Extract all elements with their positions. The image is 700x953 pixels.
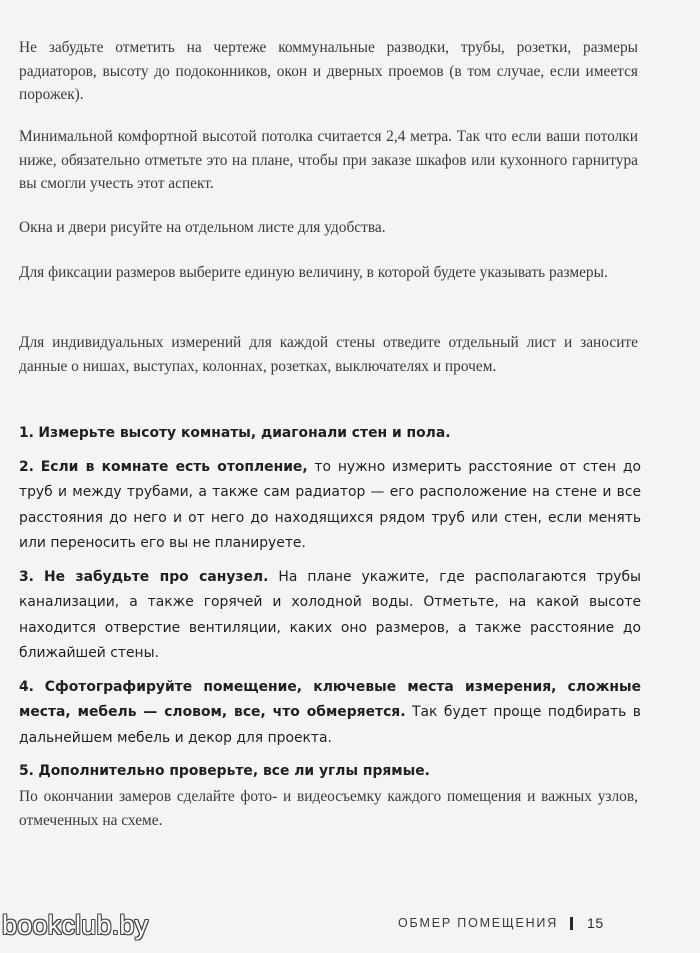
measurement-steps-list [19, 421, 641, 793]
paragraph-windows-doors: Окна и двери рисуйте на отдельном листе для удобства. [19, 219, 386, 236]
watermark-logo: bookclub.by [2, 910, 149, 940]
list-item-number: 5. [19, 763, 34, 779]
paragraph-ceiling-height: Минимальной комфортной высотой потолка считается 2,4 метра. Так что если ваши потолки ниже, обязательно отметьте это на плане, чтобы при заказе шкафов или кухонного гарнитура вы смогли учесть этот аспект. [19, 128, 638, 192]
list-item-lead: Измерьте высоту комнаты, диагонали стен и пола. [38, 425, 451, 441]
list-item-text: Так будет проще подбирать в дальнейшем мебель и декор для проекта. [19, 704, 641, 746]
list-item-lead: Сфотографируйте помещение, ключевые места измерения, сложные места, мебель — словом, все, что обмеряется. [19, 678, 641, 720]
list-item-lead: Не забудьте про санузел. [44, 568, 269, 585]
running-section-title: ОБМЕР ПОМЕЩЕНИЯ [398, 916, 559, 930]
footer-divider [570, 917, 573, 930]
list-item-lead: Если в комнате есть отопление, [40, 458, 308, 475]
list-item-number: 3. [19, 568, 34, 585]
list-item-number: 2. [19, 458, 34, 475]
list-item-number: 1. [19, 425, 34, 441]
paragraph-wall-sheets: Для индивидуальных измерений для каждой стены отведите отдельный лист и заносите данные о нишах, выступах, колоннах, розетках, выключателях и прочем. [19, 334, 638, 375]
paragraph-utilities-note: Не забудьте отметить на чертеже коммунальные разводки, трубы, розетки, размеры радиаторов, высоту до подоконников, окон и дверных проемов (в том случае, если имеется порожек). [19, 39, 638, 103]
paragraph-units: Для фиксации размеров выберите единую величину, в которой будете указывать размеры. [19, 264, 608, 281]
list-item-text: На плане укажите, где располагаются трубы канализации, а также горячей и холодной воды. Отметьте, на какой высоте находится отверстие вентиляции, каких оно размеров, а также расстояние до ближайшей стены. [19, 568, 641, 661]
list-item [19, 421, 641, 447]
list-item [19, 759, 641, 785]
page-number: 15 [587, 915, 604, 931]
list-item-text: то нужно измерить расстояние от стен до труб и между трубами, а также сам радиатор — его расположение на стене и все расстояния до него и от него до находящихся рядом труб или стен, если менять или переносить его вы не планируете. [19, 458, 641, 551]
list-item-lead: Дополнительно проверьте, все ли углы прямые. [38, 763, 430, 779]
list-item-number: 4. [19, 678, 34, 695]
list-item [19, 455, 641, 557]
list-item [19, 565, 641, 667]
page-footer [398, 915, 604, 931]
list-item [19, 675, 641, 752]
paragraph-photo-video: По окончании замеров сделайте фото- и видеосъемку каждого помещения и важных узлов, отмеченных на схеме. [19, 788, 638, 829]
